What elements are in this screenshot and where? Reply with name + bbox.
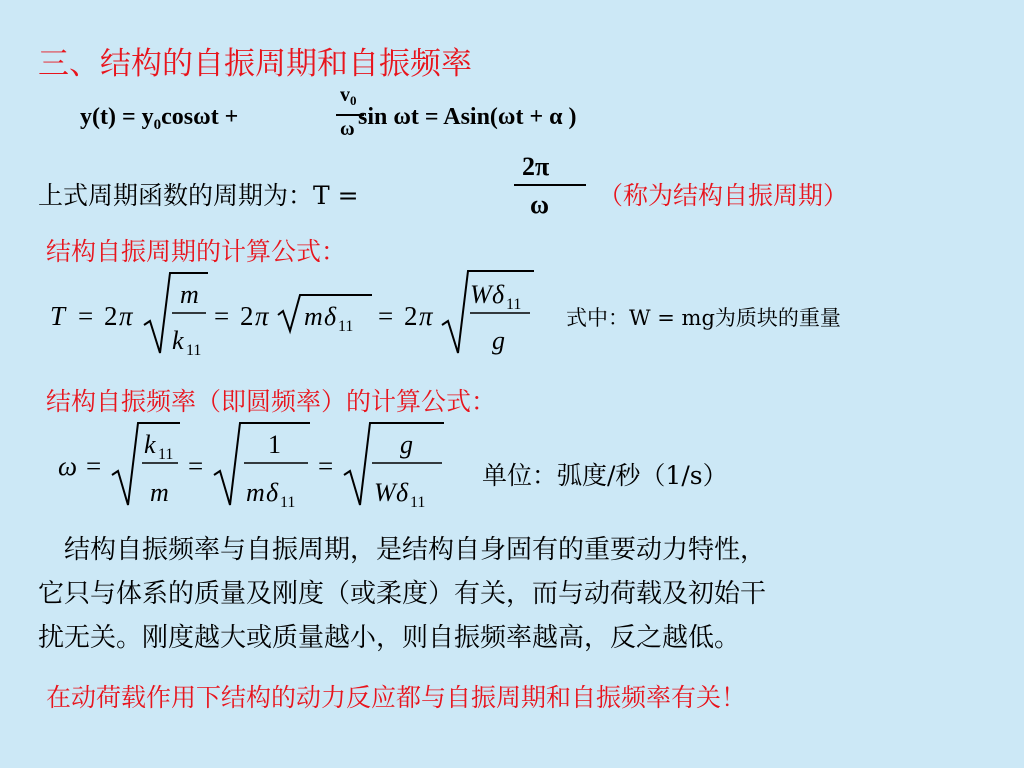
delta-den: δ xyxy=(266,478,279,507)
eq-sign: = xyxy=(86,451,102,481)
two: 2 xyxy=(104,301,118,331)
unit-note: 单位：弧度/秒（1/s） xyxy=(482,461,728,490)
slide-title: 三、结构的自振周期和自振频率 xyxy=(38,46,472,82)
pi: π xyxy=(119,301,133,331)
delta-num: δ xyxy=(492,280,505,309)
k-num: k xyxy=(144,430,156,459)
eq-sign: = xyxy=(188,451,204,481)
delta-sub: 11 xyxy=(410,494,426,511)
g-den: g xyxy=(492,326,505,355)
two: 2 xyxy=(240,301,254,331)
W-den: W xyxy=(374,478,396,507)
frac-denominator: ω xyxy=(340,118,355,140)
frac-numerator: $v_0$ xyxy=(340,84,357,108)
period-formula-heading: 结构自振周期的计算公式： xyxy=(46,237,347,266)
W-num: W xyxy=(470,280,492,309)
eq-sign: = xyxy=(214,301,230,331)
period-numerator: 2π xyxy=(522,152,550,181)
eq-sign: = xyxy=(78,301,94,331)
delta-sub: 11 xyxy=(338,318,354,335)
g-num: g xyxy=(400,430,413,459)
pi: π xyxy=(419,301,433,331)
displacement-equation: $y(t) = y_0\cos\omega t$ + xyxy=(80,104,239,133)
k-den: k xyxy=(172,326,184,355)
paragraph-line: 它只与体系的质量及刚度（或柔度）有关，而与动荷载及初始干 xyxy=(38,579,767,609)
weight-note: 式中：W = mg为质块的重量 xyxy=(566,306,841,330)
period-note: （称为结构自振周期） xyxy=(598,181,849,210)
two: 2 xyxy=(404,301,418,331)
T-symbol: T xyxy=(50,301,66,331)
k-sub: 11 xyxy=(186,342,202,359)
pi: π xyxy=(255,301,269,331)
paragraph-line: 扰无关。刚度越大或质量越小，则自振频率越高，反之越低。 xyxy=(38,623,741,653)
period-denominator: ω xyxy=(530,190,550,219)
one-num: 1 xyxy=(268,430,281,459)
explanation-paragraph xyxy=(38,528,766,660)
m-den: m xyxy=(150,478,169,507)
k-sub: 11 xyxy=(158,446,174,463)
paragraph-line: 结构自振频率与自振周期，是结构自身固有的重要动力特性， xyxy=(38,535,767,565)
delta-sub: 11 xyxy=(506,296,522,313)
displacement-equation-rhs: sin ωt = Asin(ωt + α ) xyxy=(358,104,577,130)
period-formula xyxy=(40,265,560,365)
eq-sign: = xyxy=(318,451,334,481)
delta-den: δ xyxy=(396,478,409,507)
delta-sub: 11 xyxy=(280,494,296,511)
eq-sign: = xyxy=(378,301,394,331)
m-symbol: m xyxy=(304,302,323,331)
frequency-formula-heading: 结构自振频率（即圆频率）的计算公式： xyxy=(46,387,497,416)
period-fraction-bar xyxy=(514,184,586,186)
m-den: m xyxy=(246,478,265,507)
m-num: m xyxy=(180,280,199,309)
omega-symbol: ω xyxy=(58,451,78,481)
period-statement: 上式周期函数的周期为：T = xyxy=(38,181,359,210)
conclusion: 在动荷载作用下结构的动力反应都与自振周期和自振频率有关！ xyxy=(46,683,747,712)
delta-symbol: δ xyxy=(324,302,337,331)
frequency-formula xyxy=(52,415,472,515)
